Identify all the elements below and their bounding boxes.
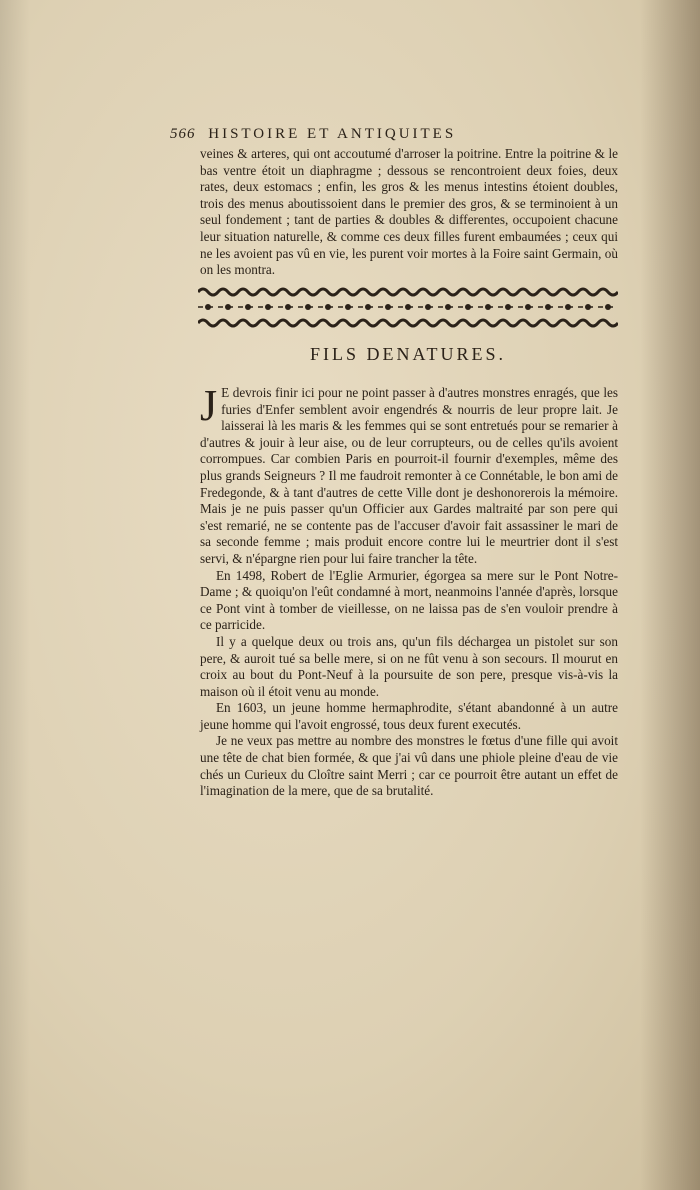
- paragraph-3: Il y a quelque deux ou trois ans, qu'un fils déchargea un pistolet sur son pere, & auroit tué sa belle mere, si on ne fût venu à son secours. Il mourut en croix au bout du Pont-Neuf à la poursuite de son pere, presque vis-à-vis la maison où il étoit venu au monde.: [200, 633, 618, 699]
- section-title: FILS DENATURES.: [309, 344, 506, 364]
- paragraph-2: En 1498, Robert de l'Eglie Armurier, égorgea sa mere sur le Pont Notre-Dame ; & quoiqu'on l'eût condamné à mort, neanmoins l'année d'après, lorsque ce Pont vint à tomber de vieillesse, on ne laissa pas de s'en vouloir prendre à ce parricide.: [200, 567, 618, 633]
- drop-cap: J: [200, 381, 218, 430]
- page-header: [170, 126, 630, 143]
- paragraph-5: Je ne veux pas mettre au nombre des monstres le fœtus d'une fille qui avoit une tête de chat bien formée, & que j'ai vû dans une phiole pleine d'eau de vie chés un Curieux du Cloître saint Merri ; car ce pourroit être autant un effet de l'imagination de la mere, que de sa brutalité.: [200, 733, 618, 799]
- section-body: [200, 381, 618, 800]
- paragraph-4: En 1603, un jeune homme hermaphrodite, s'étant abandonné à un autre jeune homme qui l'avoit engrossé, tous deux furent executés.: [200, 700, 618, 732]
- running-title: HISTOIRE ET ANTIQUITES: [208, 126, 457, 142]
- top-paragraph: veines & arteres, qui ont accoutumé d'arroser la poitrine. Entre la poitrine & le bas ventre étoit un diaphragme ; dessous se rencontroient deux foies, deux rates, deux estomacs ; enfin, les gros & les menus intestins étoient doubles, trois des menus aboutissoient dans le premier des gros, & se terminoient à un seul fondement ; tant de parties & doubles & differentes, occupoient chacune leur situation naturelle, & comme ces deux filles furent embaumées ; ceux qui ne les avoient pas vû en vie, les purent voir mortes à la Foire saint Germain, où on les montra.: [200, 146, 618, 278]
- ornament-band: [198, 286, 618, 330]
- paragraph-1-text: E devrois finir ici pour ne point passer à d'autres monstres enragés, que les furies d'Enfer semblent avoir engendrés & nourris de leur propre lait. Je laisserai là les maris & les femmes qui se sont entretués pour se remarier à d'autres & jouir à leur aise, ou de leur corrupteurs, ou de celles qu'ils avoient corrompues. Car combien Paris en pourroit-il fournir d'exemples, même des plus grands Seigneurs ? Il me faudroit remonter à ce Connétable, le bon ami de Fredegonde, & à tant d'autres de cette Ville dont je deshonorerois la mémoire. Mais je ne puis passer qu'un Officier aux Gardes maltraité par son pere qui s'est remarié, ne se contente pas de l'accuser d'avoir fait assassiner le mari de sa seconde femme ; mais produit encore contre lui le meurtrier dont il s'est servi, & n'épargne rien pour lui faire trancher la tête.: [200, 385, 618, 566]
- page-number: 566: [170, 126, 196, 142]
- paragraph-1: [200, 381, 618, 568]
